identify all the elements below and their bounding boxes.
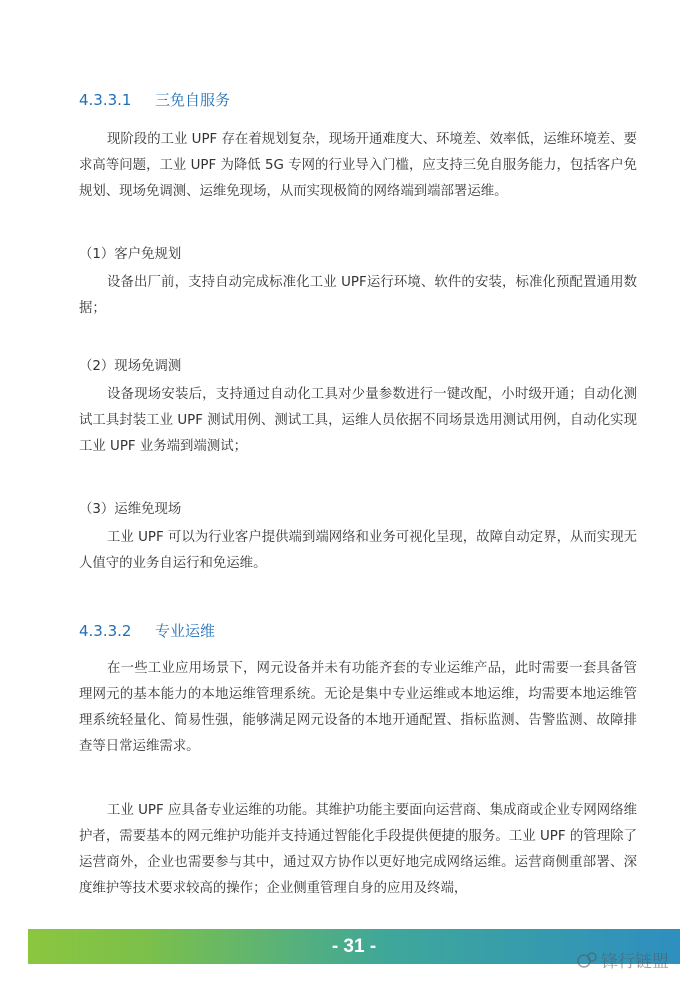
section-heading-4-3-3-2 (79, 620, 215, 641)
section-number: 4.3.3.2 (79, 622, 132, 640)
section-number: 4.3.3.1 (79, 91, 132, 109)
item-title-customer-no-planning: （1）客户免规划 (79, 247, 182, 262)
item-title-onsite-no-testing: （2）现场免调测 (79, 359, 182, 374)
section-heading-4-3-3-1 (79, 89, 230, 110)
svg-text:锋行链盟: 锋行链盟 (601, 952, 669, 972)
item-text-customer-no-planning: 设备出厂前，支持自动完成标准化工业 UPF运行环境、软件的安装，标准化预配置通用数据； (79, 275, 637, 316)
section-title: 专业运维 (155, 622, 216, 640)
page-number: - 31 - (331, 936, 377, 957)
section2-paragraph-2: 工业 UPF 应具备专业运维的功能。其维护功能主要面向运营商、集成商或企业专网网络维护者，需要基本的网元维护功能并支持通过智能化手段提供便捷的服务。工业 UPF 的管理除了运营商外，企业也需要参与其中，通过双方协作以更好地完成网络运维。运营商侧重部署、深度维护等技术要求较高的操作；企业侧重管理自身的应用及终端， (79, 803, 637, 896)
watermark-logo (575, 944, 685, 978)
item-title-ops-no-onsite: （3）运维免现场 (79, 502, 182, 517)
section2-paragraph-1: 在一些工业应用场景下，网元设备并未有功能齐套的专业运维产品，此时需要一套具备管理网元的基本能力的本地运维管理系统。无论是集中专业运维或本地运维，均需要本地运维管理系统轻量化、简易性强，能够满足网元设备的本地开通配置、指标监测、告警监测、故障排查等日常运维需求。 (79, 661, 637, 754)
item-text-onsite-no-testing: 设备现场安装后，支持通过自动化工具对少量参数进行一键改配，小时级开通；自动化测试工具封装工业 UPF 测试用例、测试工具，运维人员依据不同场景选用测试用例，自动化实现工业 UPF 业务端到端测试； (79, 387, 637, 454)
intro-paragraph: 现阶段的工业 UPF 存在着规划复杂，现场开通难度大、环境差、效率低，运维环境差、要求高等问题，工业 UPF 为降低 5G 专网的行业导入门槛，应支持三免自服务能力，包括客户免规划、现场免调测、运维免现场，从而实现极简的网络端到端部署运维。 (79, 132, 637, 199)
item-text-ops-no-onsite: 工业 UPF 可以为行业客户提供端到端网络和业务可视化呈现，故障自动定界，从而实现无人值守的业务自运行和免运维。 (79, 530, 637, 571)
section-title: 三免自服务 (155, 91, 231, 109)
